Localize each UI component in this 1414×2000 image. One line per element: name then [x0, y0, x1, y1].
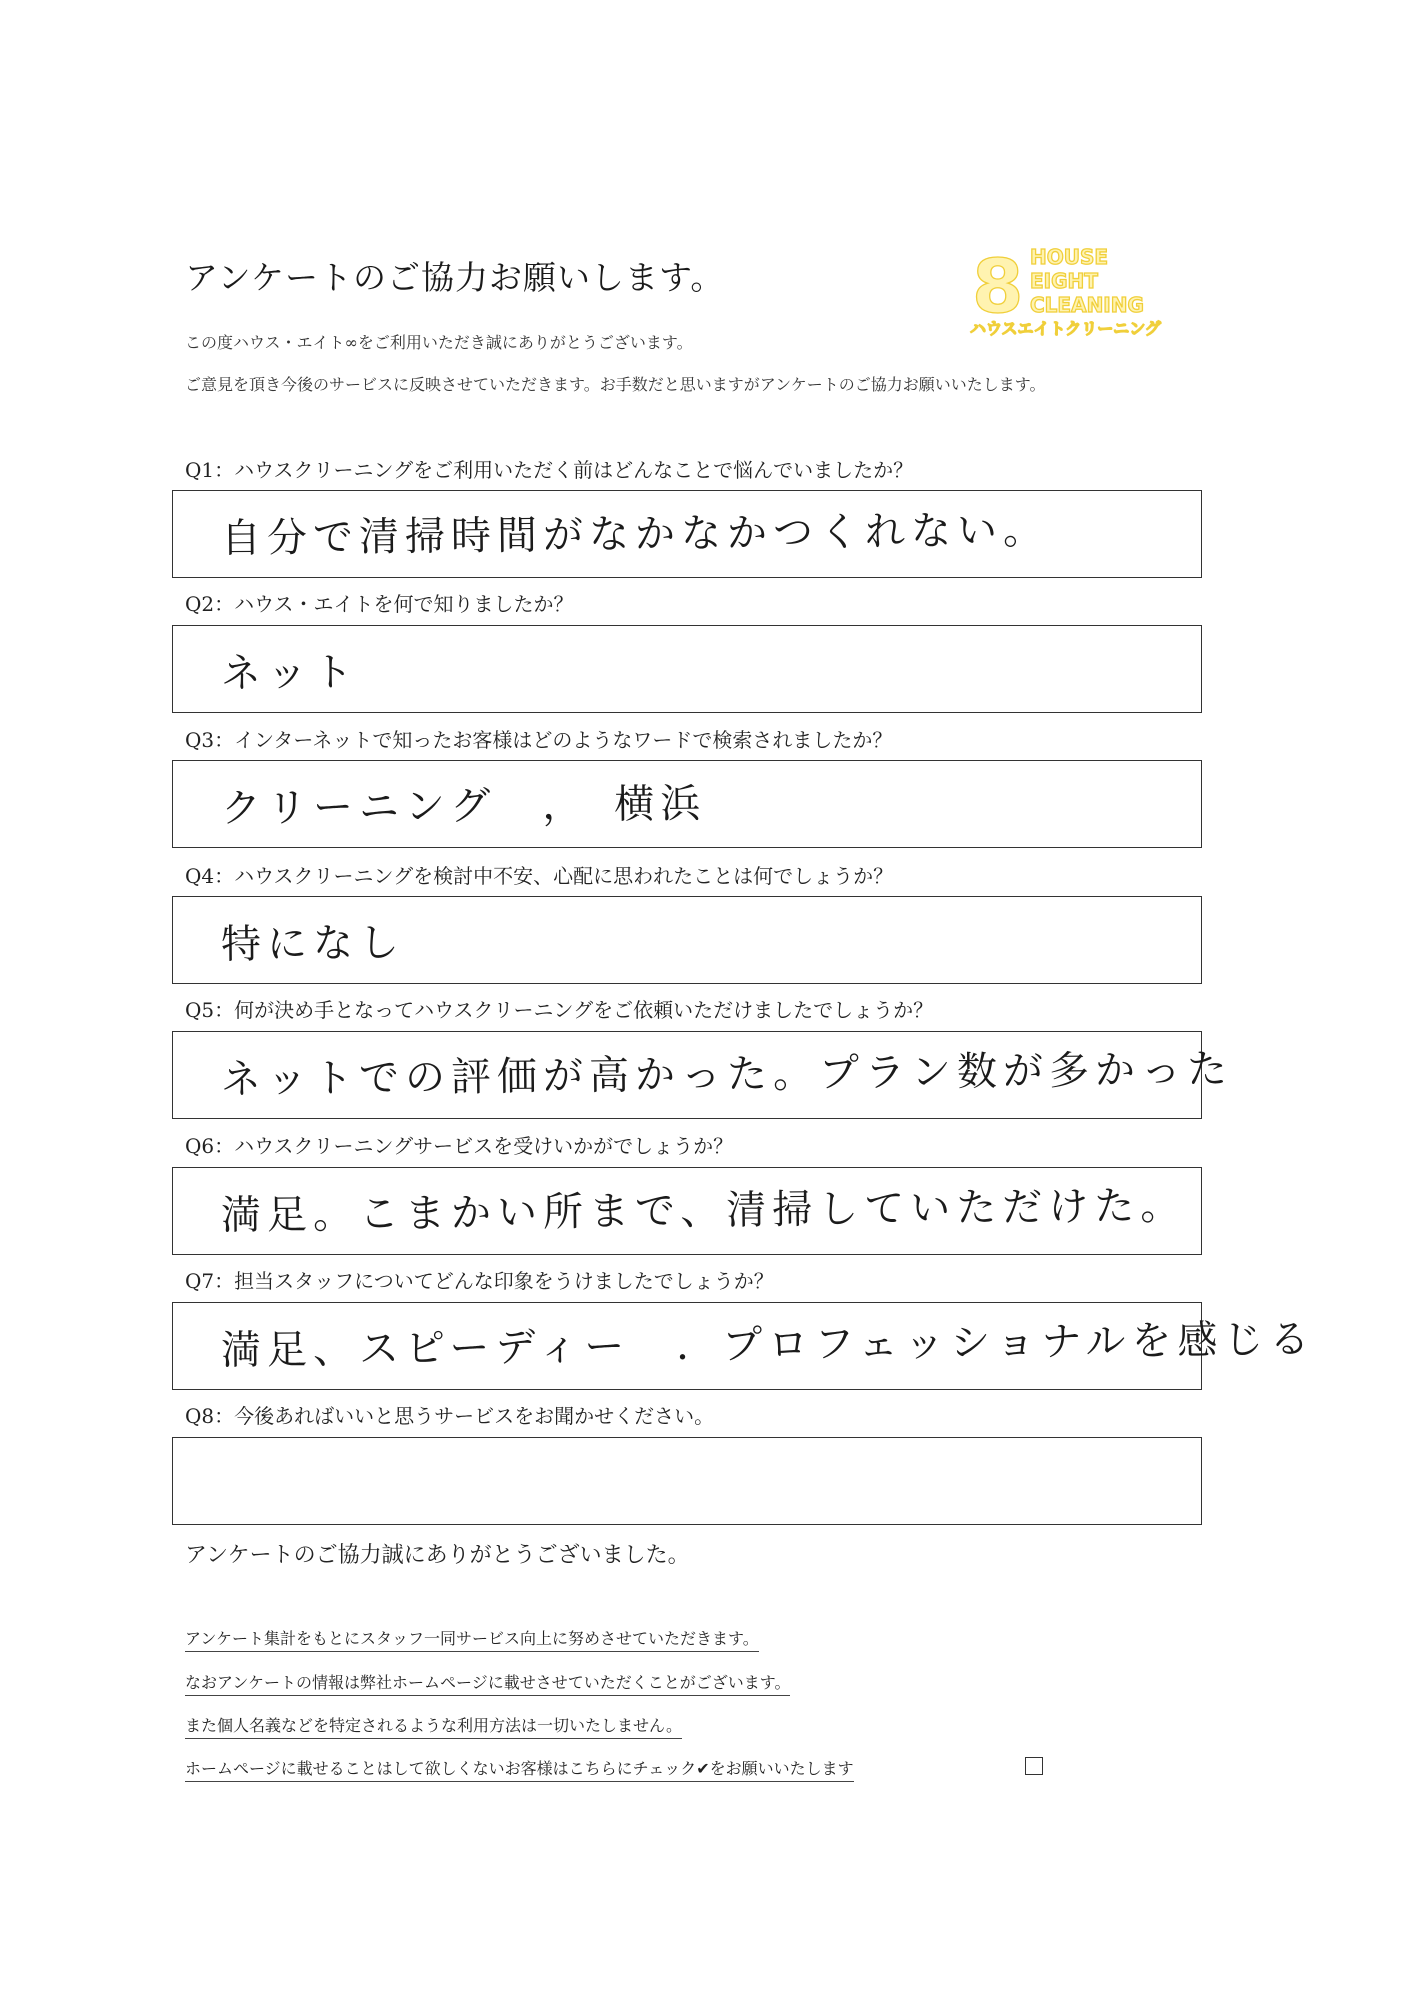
question-7-label: Q7：担当スタッフについてどんな印象をうけましたでしょうか？ — [185, 1269, 774, 1293]
footer-note-2: なおアンケートの情報は弊社ホームページに載せさせていただくことがございます。 — [185, 1670, 790, 1696]
footer-note-3: また個人名義などを特定されるような利用方法は一切いたしません。 — [185, 1713, 682, 1739]
question-4-label: Q4：ハウスクリーニングを検討中不安、心配に思われたことは何でしょうか？ — [185, 864, 894, 888]
answer-box-1[interactable] — [172, 490, 1202, 578]
answer-3-text: クリーニング ， 横浜 — [220, 780, 707, 832]
answer-box-8[interactable] — [172, 1437, 1202, 1525]
answer-4-text: 特になし — [220, 920, 406, 968]
answer-7-text: 満足、スピーディー ．プロフェッショナルを感じる — [220, 1316, 1316, 1374]
answer-box-7[interactable] — [172, 1302, 1316, 1390]
answer-2-text: ネット — [220, 649, 360, 697]
answer-1-text: 自分で清掃時間がなかなかつくれない。 — [220, 507, 1050, 562]
answer-box-2[interactable] — [172, 625, 1202, 713]
survey-title: アンケートのご協力お願いします。 — [185, 258, 725, 297]
thanks-message: アンケートのご協力誠にありがとうございました。 — [185, 1543, 690, 1568]
question-6-label: Q6：ハウスクリーニングサービスを受けいかがでしょうか？ — [185, 1134, 734, 1158]
company-logo — [968, 238, 1168, 338]
question-1-label: Q1：ハウスクリーニングをご利用いただく前はどんなことで悩んでいましたか？ — [185, 458, 914, 482]
svg-text:ハウスエイトクリーニング: ハウスエイトクリーニング — [970, 319, 1161, 338]
opt-out-checkbox[interactable] — [1025, 1757, 1043, 1775]
answer-box-3[interactable] — [172, 760, 1202, 848]
question-2-label: Q2：ハウス・エイトを何で知りましたか？ — [185, 592, 574, 616]
answer-5-text: ネットでの評価が高かった。プラン数が多かった — [220, 1046, 1234, 1103]
svg-text:EIGHT: EIGHT — [1030, 269, 1098, 293]
svg-text:CLEANING: CLEANING — [1030, 293, 1144, 317]
intro-text-1: この度ハウス・エイト∞をご利用いただき誠にありがとうございます。 — [185, 333, 693, 352]
question-5-label: Q5：何が決め手となってハウスクリーニングをご依頼いただけましたでしょうか？ — [185, 998, 934, 1022]
answer-box-5[interactable] — [172, 1031, 1234, 1119]
answer-6-text: 満足。こまかい所まで、清掃していただけた。 — [220, 1182, 1187, 1239]
question-8-label: Q8：今後あればいいと思うサービスをお聞かせください。 — [185, 1404, 715, 1428]
svg-text:8: 8 — [972, 244, 1024, 330]
footer-note-4: ホームページに載せることはして欲しくないお客様はこちらにチェック✔をお願いいたします — [185, 1756, 854, 1782]
question-3-label: Q3：インターネットで知ったお客様はどのようなワードで検索されましたか？ — [185, 728, 893, 752]
footer-note-1: アンケート集計をもとにスタッフ一同サービス向上に努めさせていただきます。 — [185, 1626, 759, 1652]
intro-text-2: ご意見を頂き今後のサービスに反映させていただきます。お手数だと思いますがアンケートのご協力お願いいたします。 — [185, 375, 1046, 394]
answer-box-6[interactable] — [172, 1167, 1202, 1255]
answer-box-4[interactable] — [172, 896, 1202, 984]
svg-text:HOUSE: HOUSE — [1030, 245, 1109, 269]
